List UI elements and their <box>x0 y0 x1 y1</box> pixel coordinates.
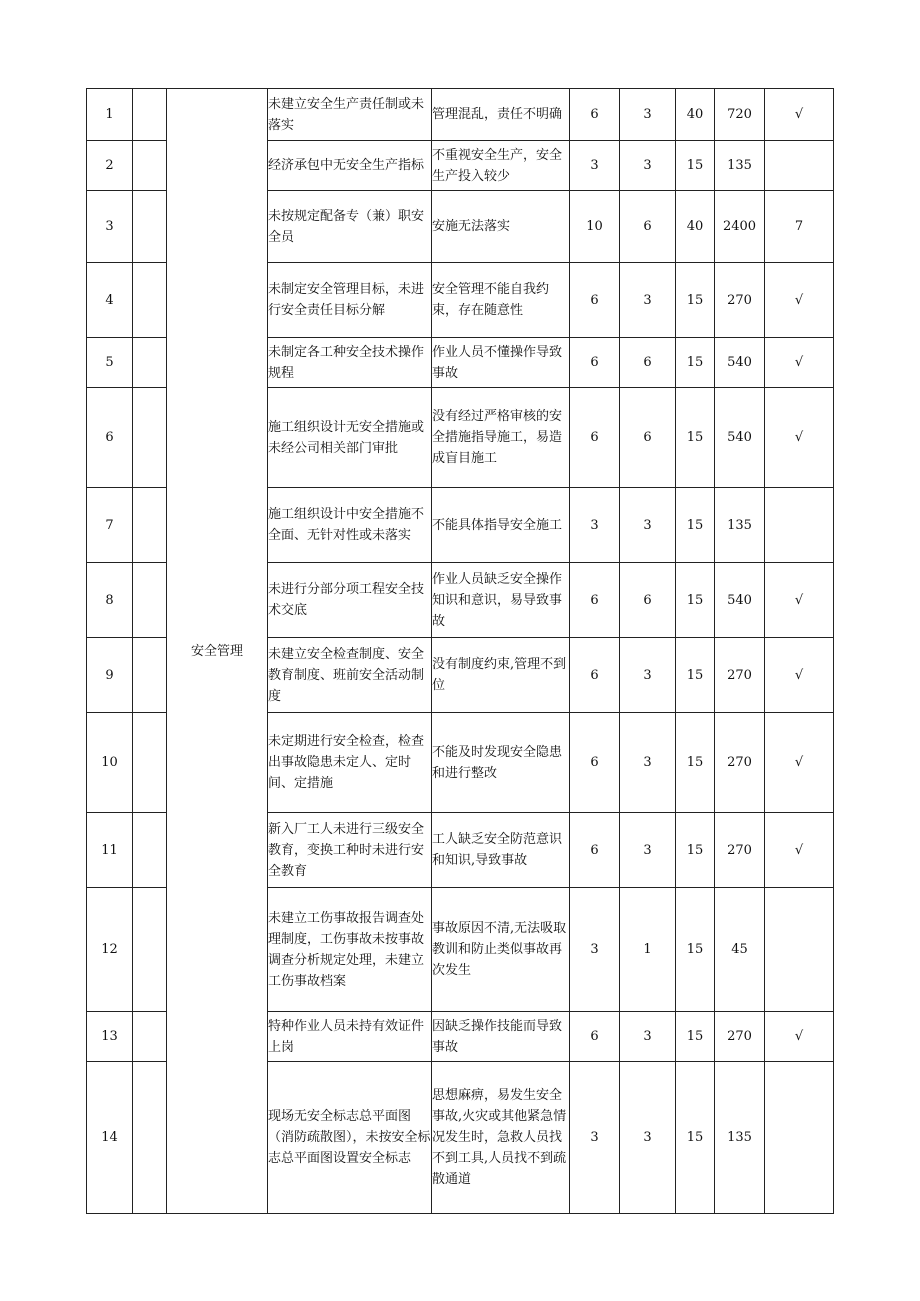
blank-cell <box>133 1012 167 1062</box>
blank-cell <box>133 141 167 191</box>
risk-assessment-table <box>86 88 834 1214</box>
d-value-cell: 540 <box>715 563 765 638</box>
mark-cell: 7 <box>765 191 834 263</box>
c-value-cell: 15 <box>676 638 715 713</box>
blank-cell <box>133 1062 167 1214</box>
blank-cell <box>133 813 167 888</box>
e-value-cell: 6 <box>620 191 676 263</box>
hazard-cell: 特种作业人员未持有效证件上岗 <box>268 1012 432 1062</box>
e-value-cell: 3 <box>620 1062 676 1214</box>
d-value-cell: 720 <box>715 89 765 141</box>
consequence-cell: 不重视安全生产，安全生产投入较少 <box>432 141 570 191</box>
l-value-cell: 6 <box>570 89 620 141</box>
c-value-cell: 15 <box>676 888 715 1012</box>
row-number: 5 <box>87 338 133 388</box>
hazard-cell: 未建立工伤事故报告调查处理制度，工伤事故未按事故调查分析规定处理，未建立工伤事故档案 <box>268 888 432 1012</box>
consequence-cell: 安全管理不能自我约束，存在随意性 <box>432 263 570 338</box>
mark-cell: √ <box>765 638 834 713</box>
c-value-cell: 15 <box>676 488 715 563</box>
e-value-cell: 3 <box>620 638 676 713</box>
e-value-cell: 3 <box>620 813 676 888</box>
l-value-cell: 6 <box>570 1012 620 1062</box>
row-number: 10 <box>87 713 133 813</box>
l-value-cell: 10 <box>570 191 620 263</box>
hazard-cell: 未建立安全生产责任制或未落实 <box>268 89 432 141</box>
c-value-cell: 15 <box>676 713 715 813</box>
d-value-cell: 270 <box>715 1012 765 1062</box>
d-value-cell: 540 <box>715 338 765 388</box>
hazard-cell: 经济承包中无安全生产指标 <box>268 141 432 191</box>
hazard-cell: 未制定安全管理目标，未进行安全责任目标分解 <box>268 263 432 338</box>
d-value-cell: 270 <box>715 813 765 888</box>
l-value-cell: 6 <box>570 713 620 813</box>
c-value-cell: 15 <box>676 338 715 388</box>
hazard-cell: 未建立安全检查制度、安全教育制度、班前安全活动制度 <box>268 638 432 713</box>
c-value-cell: 40 <box>676 89 715 141</box>
mark-cell <box>765 1062 834 1214</box>
mark-cell <box>765 141 834 191</box>
d-value-cell: 270 <box>715 263 765 338</box>
mark-cell: √ <box>765 89 834 141</box>
l-value-cell: 6 <box>570 638 620 713</box>
d-value-cell: 270 <box>715 638 765 713</box>
l-value-cell: 3 <box>570 1062 620 1214</box>
consequence-cell: 不能具体指导安全施工 <box>432 488 570 563</box>
row-number: 13 <box>87 1012 133 1062</box>
mark-cell <box>765 888 834 1012</box>
c-value-cell: 15 <box>676 388 715 488</box>
mark-cell: √ <box>765 1012 834 1062</box>
mark-cell: √ <box>765 338 834 388</box>
blank-cell <box>133 638 167 713</box>
consequence-cell: 没有制度约束,管理不到位 <box>432 638 570 713</box>
hazard-cell: 施工组织设计无安全措施或未经公司相关部门审批 <box>268 388 432 488</box>
d-value-cell: 135 <box>715 488 765 563</box>
c-value-cell: 15 <box>676 563 715 638</box>
blank-cell <box>133 488 167 563</box>
c-value-cell: 15 <box>676 141 715 191</box>
hazard-cell: 未进行分部分项工程安全技术交底 <box>268 563 432 638</box>
e-value-cell: 6 <box>620 563 676 638</box>
category-cell: 安全管理 <box>167 89 268 1214</box>
c-value-cell: 15 <box>676 813 715 888</box>
consequence-cell: 作业人员不懂操作导致事故 <box>432 338 570 388</box>
hazard-cell: 新入厂工人未进行三级安全教育，变换工种时未进行安全教育 <box>268 813 432 888</box>
consequence-cell: 思想麻痹，易发生安全事故,火灾或其他紧急情况发生时，急救人员找不到工具,人员找不到疏散通道 <box>432 1062 570 1214</box>
blank-cell <box>133 89 167 141</box>
mark-cell <box>765 488 834 563</box>
e-value-cell: 3 <box>620 263 676 338</box>
consequence-cell: 安施无法落实 <box>432 191 570 263</box>
blank-cell <box>133 388 167 488</box>
consequence-cell: 工人缺乏安全防范意识和知识,导致事故 <box>432 813 570 888</box>
e-value-cell: 6 <box>620 338 676 388</box>
consequence-cell: 没有经过严格审核的安全措施指导施工，易造成盲目施工 <box>432 388 570 488</box>
d-value-cell: 135 <box>715 141 765 191</box>
e-value-cell: 3 <box>620 488 676 563</box>
blank-cell <box>133 338 167 388</box>
mark-cell: √ <box>765 388 834 488</box>
blank-cell <box>133 263 167 338</box>
row-number: 7 <box>87 488 133 563</box>
d-value-cell: 540 <box>715 388 765 488</box>
hazard-cell: 现场无安全标志总平面图（消防疏散图），未按安全标志总平面图设置安全标志 <box>268 1062 432 1214</box>
consequence-cell: 不能及时发现安全隐患和进行整改 <box>432 713 570 813</box>
c-value-cell: 15 <box>676 1062 715 1214</box>
l-value-cell: 6 <box>570 388 620 488</box>
e-value-cell: 3 <box>620 713 676 813</box>
d-value-cell: 2400 <box>715 191 765 263</box>
blank-cell <box>133 713 167 813</box>
l-value-cell: 6 <box>570 563 620 638</box>
c-value-cell: 40 <box>676 191 715 263</box>
e-value-cell: 3 <box>620 1012 676 1062</box>
d-value-cell: 135 <box>715 1062 765 1214</box>
l-value-cell: 6 <box>570 813 620 888</box>
blank-cell <box>133 191 167 263</box>
row-number: 2 <box>87 141 133 191</box>
hazard-cell: 施工组织设计中安全措施不全面、无针对性或未落实 <box>268 488 432 563</box>
e-value-cell: 3 <box>620 89 676 141</box>
row-number: 12 <box>87 888 133 1012</box>
d-value-cell: 270 <box>715 713 765 813</box>
row-number: 14 <box>87 1062 133 1214</box>
row-number: 3 <box>87 191 133 263</box>
hazard-cell: 未制定各工种安全技术操作规程 <box>268 338 432 388</box>
l-value-cell: 3 <box>570 488 620 563</box>
mark-cell: √ <box>765 263 834 338</box>
d-value-cell: 45 <box>715 888 765 1012</box>
consequence-cell: 管理混乱，责任不明确 <box>432 89 570 141</box>
e-value-cell: 1 <box>620 888 676 1012</box>
l-value-cell: 3 <box>570 888 620 1012</box>
row-number: 11 <box>87 813 133 888</box>
e-value-cell: 3 <box>620 141 676 191</box>
l-value-cell: 3 <box>570 141 620 191</box>
consequence-cell: 作业人员缺乏安全操作知识和意识，易导致事故 <box>432 563 570 638</box>
mark-cell: √ <box>765 563 834 638</box>
l-value-cell: 6 <box>570 263 620 338</box>
mark-cell: √ <box>765 813 834 888</box>
e-value-cell: 6 <box>620 388 676 488</box>
mark-cell: √ <box>765 713 834 813</box>
l-value-cell: 6 <box>570 338 620 388</box>
c-value-cell: 15 <box>676 263 715 338</box>
blank-cell <box>133 563 167 638</box>
consequence-cell: 因缺乏操作技能而导致事故 <box>432 1012 570 1062</box>
table-row <box>87 89 834 141</box>
hazard-cell: 未按规定配备专（兼）职安全员 <box>268 191 432 263</box>
row-number: 4 <box>87 263 133 338</box>
row-number: 9 <box>87 638 133 713</box>
row-number: 8 <box>87 563 133 638</box>
c-value-cell: 15 <box>676 1012 715 1062</box>
row-number: 1 <box>87 89 133 141</box>
consequence-cell: 事故原因不清,无法吸取教训和防止类似事故再次发生 <box>432 888 570 1012</box>
blank-cell <box>133 888 167 1012</box>
row-number: 6 <box>87 388 133 488</box>
hazard-cell: 未定期进行安全检查，检查出事故隐患未定人、定时间、定措施 <box>268 713 432 813</box>
